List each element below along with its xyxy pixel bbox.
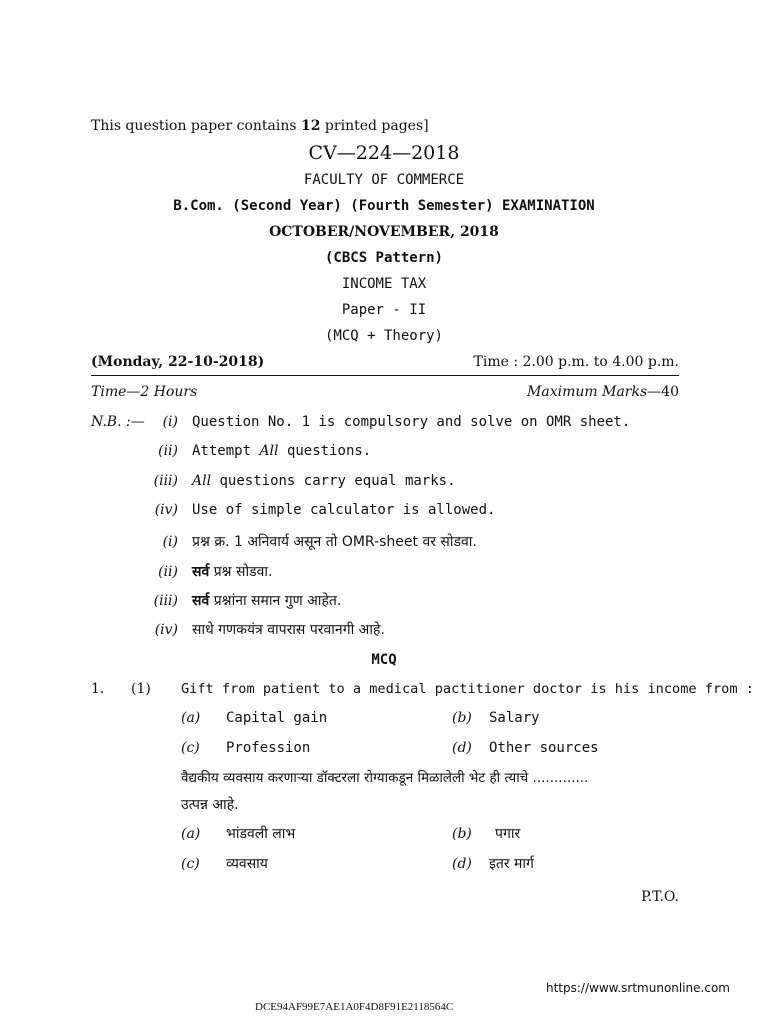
- option-label: (b): [452, 826, 472, 842]
- subquestion-number: (1): [131, 681, 151, 697]
- instruction-text: साधे गणकयंत्र वापरास परवानगी आहे.: [192, 622, 385, 638]
- option-label: (a): [181, 826, 201, 842]
- header-divider: [91, 375, 679, 376]
- option-label: (d): [452, 856, 472, 872]
- option-b-mr: [452, 824, 520, 843]
- option-d: [452, 740, 599, 756]
- pto-label: P.T.O.: [641, 889, 679, 905]
- nb-label: N.B. :—: [91, 414, 145, 430]
- instruction-number: (i): [162, 414, 178, 430]
- faculty-title: FACULTY OF COMMERCE: [303, 172, 465, 188]
- instruction-emphasis: सर्व: [192, 593, 210, 609]
- instruction-item: (iii) All questions carry equal marks.: [148, 473, 456, 489]
- pattern-title: (CBCS Pattern): [324, 250, 443, 266]
- instruction-number: (iv): [154, 622, 178, 638]
- instruction-item-mr: (iii) सर्व प्रश्नांना समान गुण आहेत.: [148, 591, 341, 610]
- option-text: Profession: [226, 740, 311, 756]
- option-text: Other sources: [489, 740, 599, 756]
- instruction-text: Use of simple calculator is allowed.: [192, 502, 496, 518]
- document-id: DCE94AF99E7AE1A0F4D8F91E2118564C: [255, 1001, 454, 1013]
- option-text: व्यवसाय: [226, 856, 268, 872]
- option-a-mr: [181, 824, 295, 843]
- instruction-item-mr: [148, 620, 385, 639]
- option-c-mr: [181, 854, 268, 873]
- question-text-mr: वैद्यकीय व्यवसाय करणाऱ्या डॉक्टरला रोग्याकडून मिळालेली भेट ही त्याचे .............: [181, 770, 589, 786]
- pages-note-suffix: printed pages]: [320, 118, 429, 134]
- question-text: Gift from patient to a medical pactitioner doctor is his income from :: [181, 681, 754, 697]
- duration: Time—2 Hours: [91, 384, 198, 400]
- question-text-mr-cont: उत्पन्न आहे.: [181, 797, 239, 813]
- instruction-emphasis: All: [192, 473, 212, 489]
- instruction-number: (ii): [158, 564, 178, 580]
- instruction-number: (i): [162, 534, 178, 550]
- exam-date: (Monday, 22-10-2018): [91, 354, 265, 370]
- instruction-item: [148, 502, 495, 518]
- pages-count: 12: [301, 118, 321, 134]
- instruction-number: (iv): [154, 502, 178, 518]
- paper-number: Paper - II: [341, 302, 427, 318]
- website-url: https://www.srtmunonline.com: [545, 981, 730, 995]
- instruction-item-mr: (ii) सर्व प्रश्न सोडवा.: [148, 562, 272, 581]
- paper-code: CV—224—2018: [308, 142, 460, 164]
- pages-note: [91, 118, 429, 134]
- instruction-text: Question No. 1 is compulsory and solve on OMR sheet.: [192, 414, 631, 430]
- instruction-item-mr: [148, 532, 477, 551]
- option-label: (c): [181, 740, 200, 756]
- option-label: (b): [452, 710, 472, 726]
- instruction-number: (iii): [153, 593, 178, 609]
- option-a: [181, 710, 327, 726]
- option-c: [181, 740, 310, 756]
- instruction-emphasis: All: [259, 443, 279, 459]
- question-number: 1.: [91, 681, 105, 697]
- option-b: [452, 710, 540, 726]
- examination-title: B.Com. (Second Year) (Fourth Semester) EXAMINATION: [173, 198, 595, 214]
- option-d-mr: [452, 854, 534, 873]
- exam-time: Time : 2.00 p.m. to 4.00 p.m.: [473, 354, 679, 370]
- max-marks-value: 40: [661, 384, 679, 400]
- instruction-emphasis: सर्व: [192, 564, 210, 580]
- option-label: (c): [181, 856, 200, 872]
- subject-title: INCOME TAX: [341, 276, 427, 292]
- session-title: OCTOBER/NOVEMBER, 2018: [269, 224, 499, 240]
- instruction-item: (ii) Attempt All questions.: [148, 443, 371, 459]
- max-marks: [527, 384, 679, 400]
- paper-type: (MCQ + Theory): [324, 328, 443, 344]
- option-label: (d): [452, 740, 472, 756]
- mcq-heading: MCQ: [371, 652, 397, 668]
- option-text: Salary: [489, 710, 540, 726]
- max-marks-label: Maximum Marks—: [527, 384, 662, 400]
- option-text: पगार: [495, 826, 521, 842]
- option-text: Capital gain: [226, 710, 328, 726]
- option-text: भांडवली लाभ: [226, 826, 296, 842]
- instruction-number: (iii): [153, 473, 178, 489]
- instruction-item: [148, 414, 630, 430]
- instruction-text: प्रश्न क्र. 1 अनिवार्य असून तो OMR-sheet वर सोडवा.: [192, 534, 477, 550]
- option-text: इतर मार्ग: [489, 856, 534, 872]
- instruction-number: (ii): [158, 443, 178, 459]
- pages-note-prefix: This question paper contains: [91, 118, 301, 134]
- option-label: (a): [181, 710, 201, 726]
